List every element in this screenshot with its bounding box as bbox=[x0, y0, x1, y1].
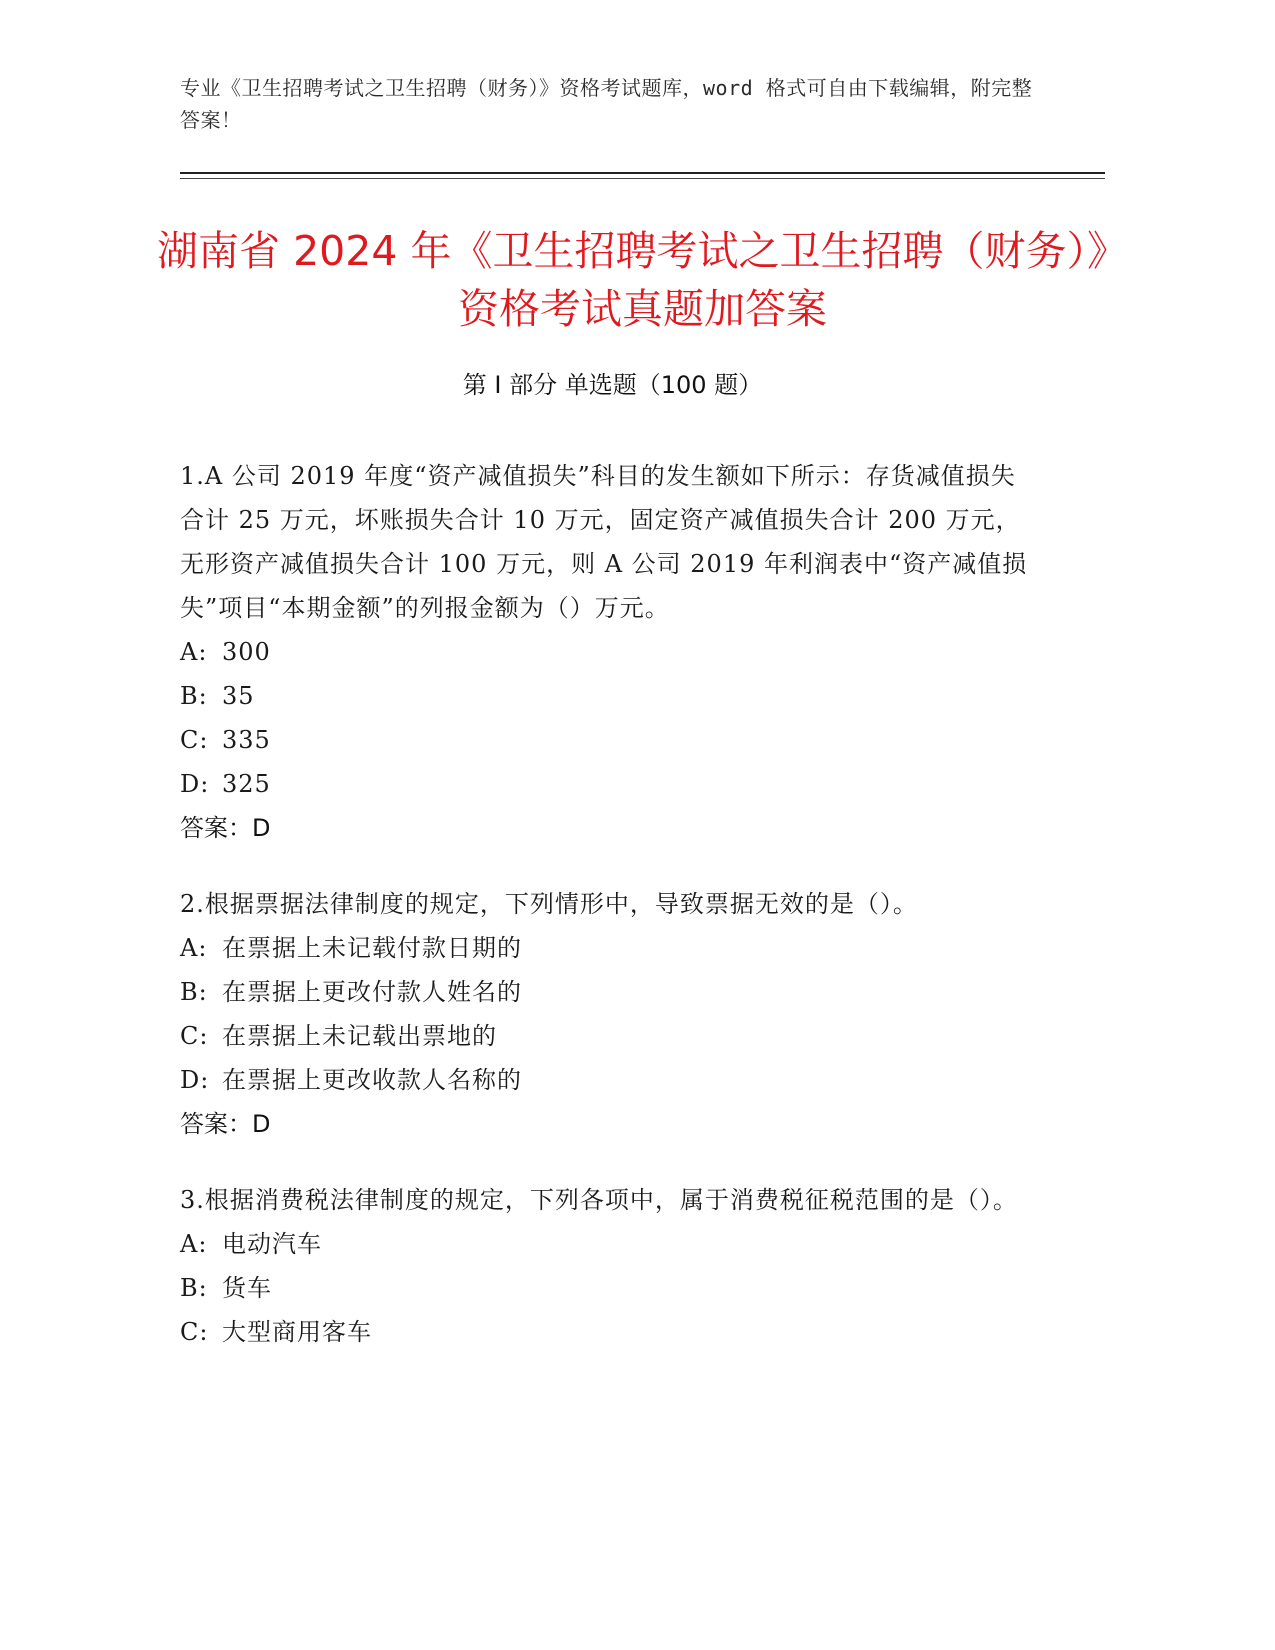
option-key: C: bbox=[180, 1318, 209, 1346]
option-b bbox=[180, 1266, 1040, 1310]
option-key: D: bbox=[180, 1066, 210, 1094]
question-1 bbox=[180, 454, 1040, 850]
option-text: 在票据上未记载出票地的 bbox=[222, 1022, 497, 1050]
question-2 bbox=[180, 882, 1040, 1146]
option-key: D: bbox=[180, 770, 210, 798]
option-d bbox=[180, 762, 1040, 806]
header-note: 专业《卫生招聘考试之卫生招聘（财务）》资格考试题库，word 格式可自由下载编辑，附完整答案！ bbox=[180, 76, 1033, 132]
question-3 bbox=[180, 1178, 1040, 1354]
option-c bbox=[180, 718, 1040, 762]
option-c bbox=[180, 1014, 1040, 1058]
question-stem: 1.A 公司 2019 年度“资产减值损失”科目的发生额如下所示：存货减值损失合计 25 万元，坏账损失合计 10 万元，固定资产减值损失合计 200 万元，无形资产减值损失合计 100 万元，则 A 公司 2019 年利润表中“资产减值损失”项目“本期金额”的列报金额为（）万元。 bbox=[180, 462, 1028, 622]
option-text: 在票据上未记载付款日期的 bbox=[222, 934, 522, 962]
option-text: 325 bbox=[222, 770, 271, 798]
option-a bbox=[180, 926, 1040, 970]
option-key: A: bbox=[180, 934, 208, 962]
option-b bbox=[180, 970, 1040, 1014]
option-a bbox=[180, 630, 1040, 674]
question-stem: 2.根据票据法律制度的规定，下列情形中，导致票据无效的是（）。 bbox=[180, 890, 918, 918]
option-d bbox=[180, 1058, 1040, 1102]
option-key: A: bbox=[180, 638, 208, 666]
document-title: 湖南省 2024 年《卫生招聘考试之卫生招聘（财务）》资格考试真题加答案 bbox=[157, 227, 1128, 333]
option-b bbox=[180, 674, 1040, 718]
option-key: B: bbox=[180, 978, 208, 1006]
header-divider-thick bbox=[180, 172, 1105, 174]
option-key: A: bbox=[180, 1230, 208, 1258]
question-list bbox=[180, 454, 1040, 1386]
option-key: C: bbox=[180, 726, 209, 754]
option-text: 35 bbox=[222, 682, 255, 710]
header-divider-thin bbox=[180, 178, 1105, 179]
question-stem: 3.根据消费税法律制度的规定，下列各项中，属于消费税征税范围的是（）。 bbox=[180, 1186, 1018, 1214]
option-text: 电动汽车 bbox=[222, 1230, 322, 1258]
question-answer: 答案：D bbox=[180, 814, 271, 842]
option-text: 货车 bbox=[222, 1274, 272, 1302]
option-text: 在票据上更改收款人名称的 bbox=[222, 1066, 522, 1094]
question-answer: 答案：D bbox=[180, 1110, 271, 1138]
option-text: 335 bbox=[222, 726, 271, 754]
option-a bbox=[180, 1222, 1040, 1266]
option-text: 300 bbox=[222, 638, 271, 666]
section-title: 第 I 部分 单选题（100 题） bbox=[462, 371, 763, 399]
option-text: 大型商用客车 bbox=[222, 1318, 372, 1346]
option-c bbox=[180, 1310, 1040, 1354]
option-key: C: bbox=[180, 1022, 209, 1050]
option-text: 在票据上更改付款人姓名的 bbox=[222, 978, 522, 1006]
option-key: B: bbox=[180, 682, 208, 710]
option-key: B: bbox=[180, 1274, 208, 1302]
